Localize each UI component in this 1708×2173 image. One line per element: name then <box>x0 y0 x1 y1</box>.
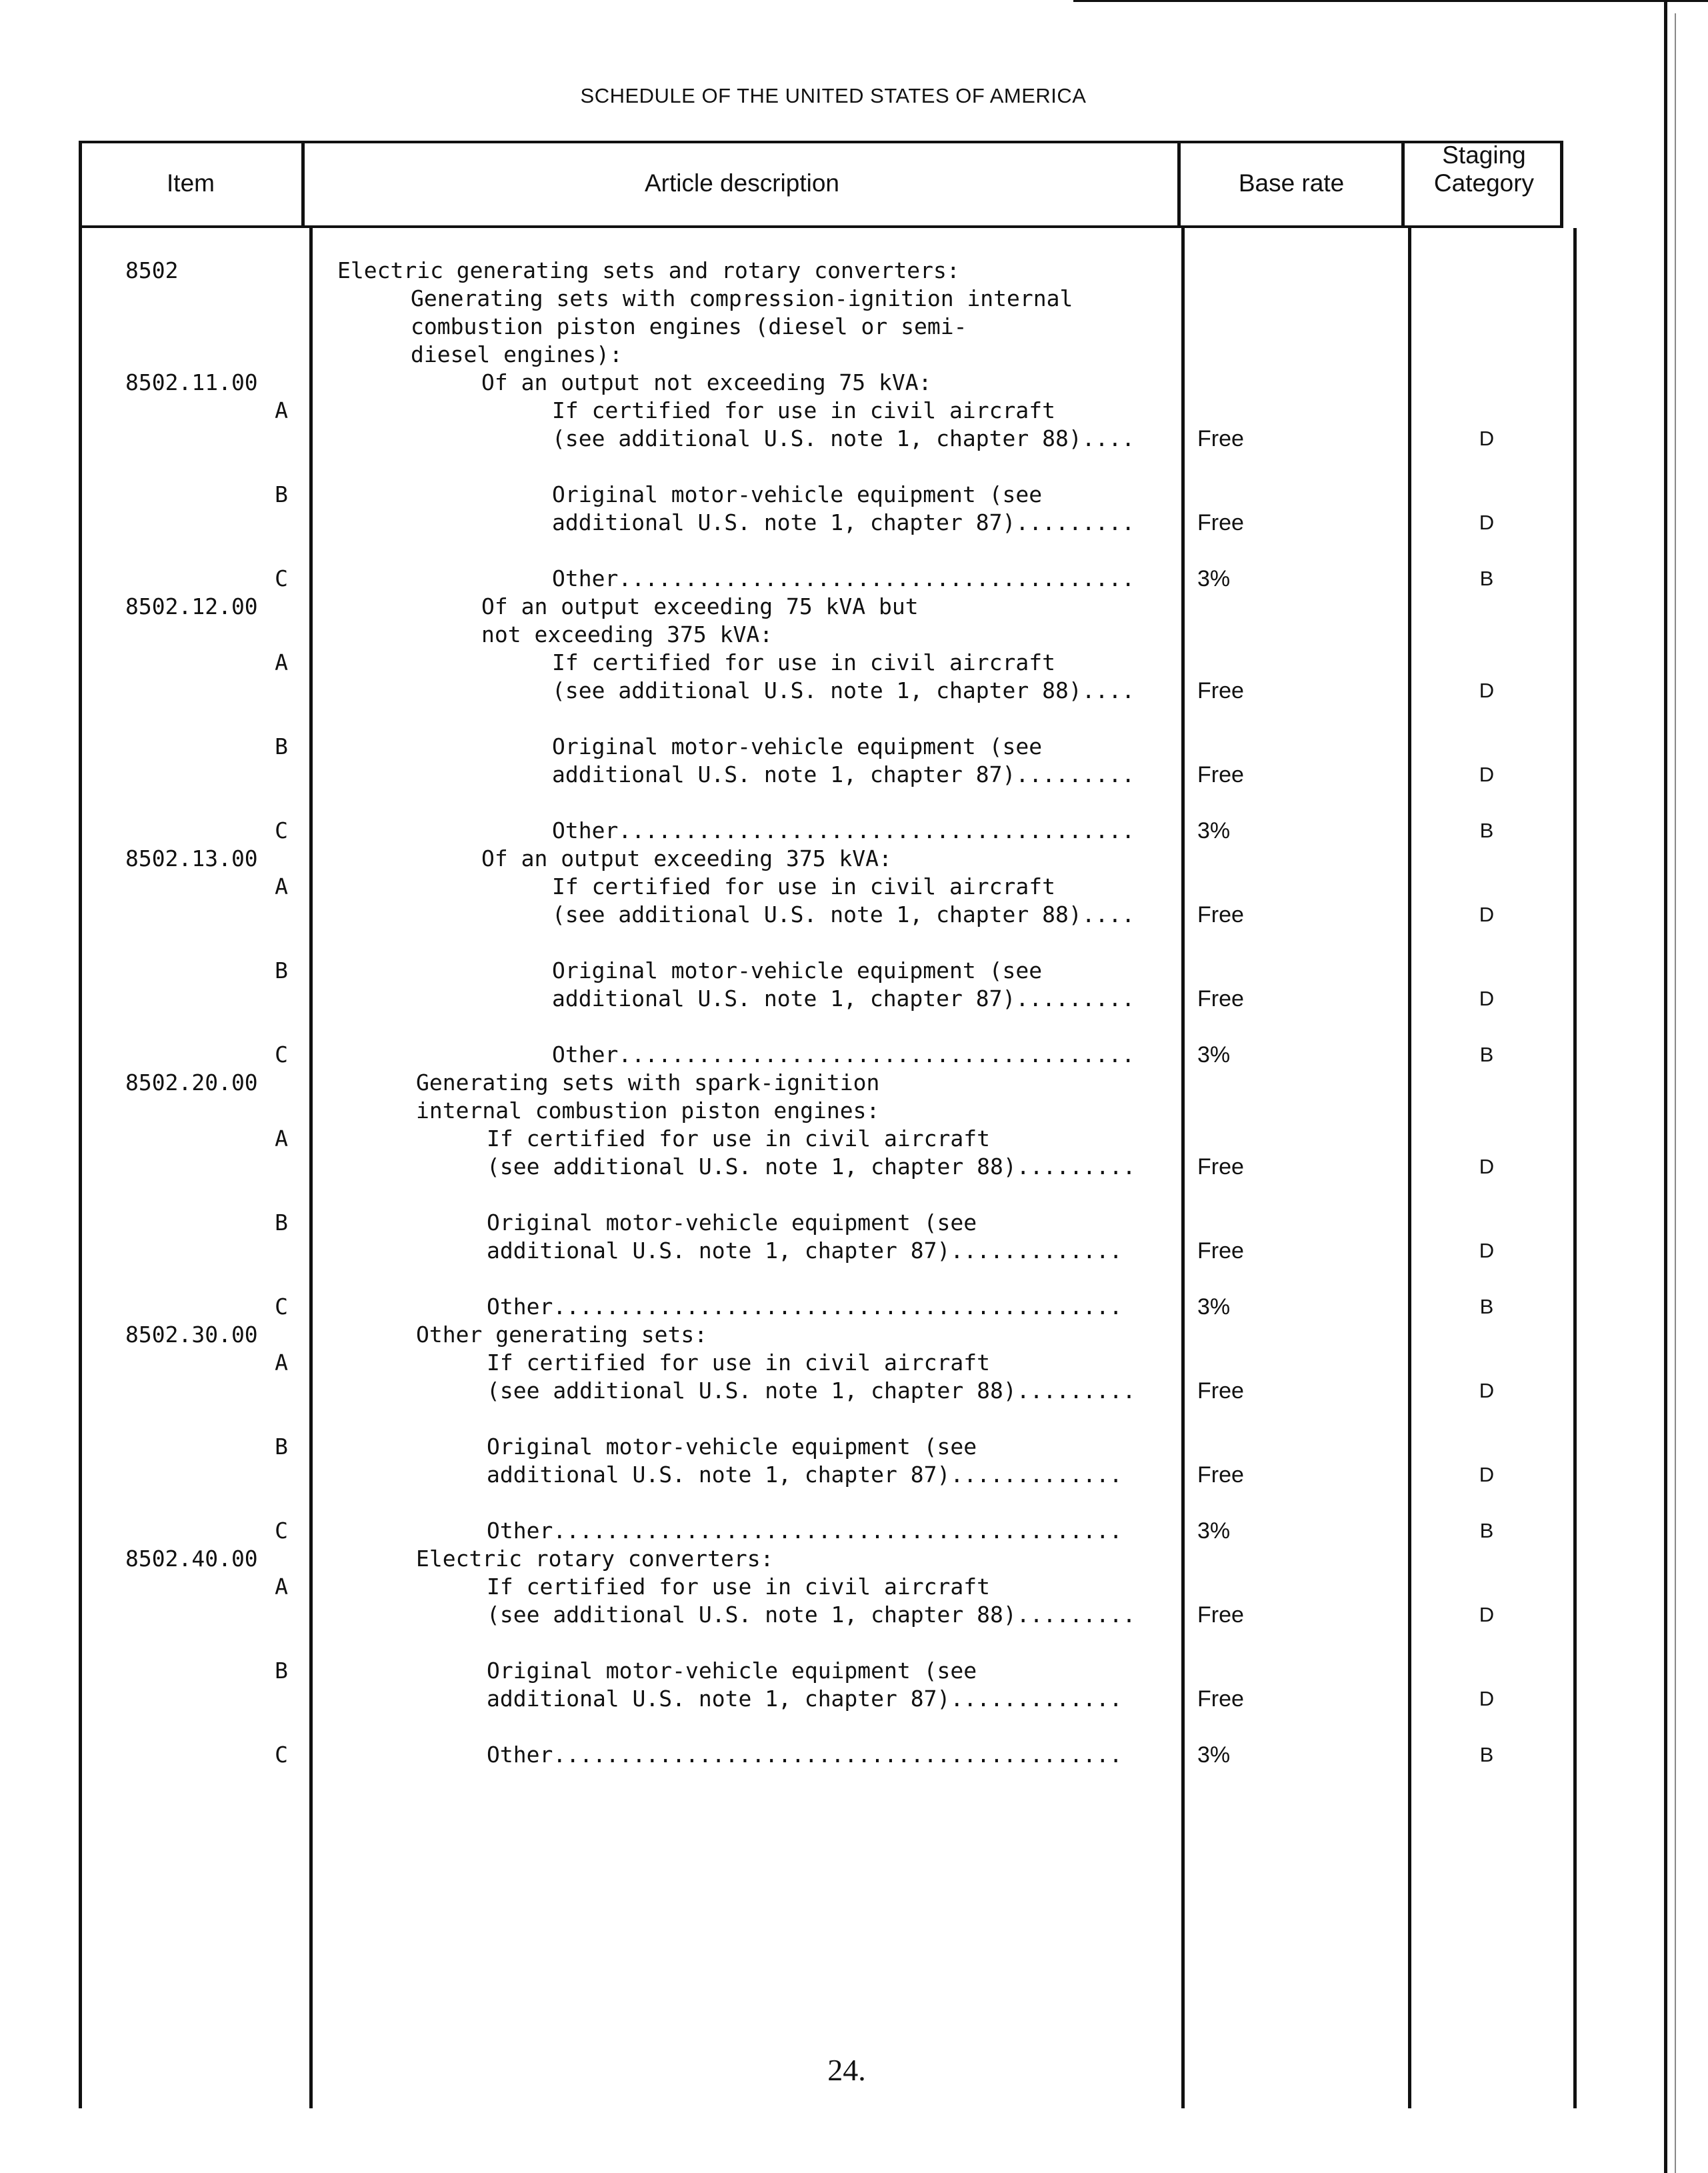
base-rate: Free <box>1197 1462 1244 1488</box>
article-description: Electric rotary converters: <box>416 1546 774 1572</box>
staging-category: D <box>1479 1155 1495 1178</box>
article-description: diesel engines): <box>411 341 623 367</box>
article-description: internal combustion piston engines: <box>416 1098 880 1124</box>
base-rate: Free <box>1197 510 1244 535</box>
article-description: additional U.S. note 1, chapter 87)......... <box>552 509 1135 535</box>
frame-left-body <box>79 228 82 2108</box>
article-description: Original motor-vehicle equipment (see <box>552 957 1043 983</box>
base-rate: 3% <box>1197 1518 1231 1544</box>
staging-category: B <box>1479 1743 1494 1766</box>
item-subcode: A <box>275 1350 288 1376</box>
staging-category: B <box>1479 1519 1494 1542</box>
item-subcode: C <box>275 1518 288 1544</box>
item-subcode: C <box>275 1041 288 1067</box>
divider-rate-header <box>1401 141 1405 228</box>
item-subcode: A <box>275 1126 288 1152</box>
page-number: 24. <box>827 2053 866 2087</box>
article-description: Original motor-vehicle equipment (see <box>552 481 1043 507</box>
staging-header-line1: Staging <box>1442 141 1526 169</box>
article-description: Of an output exceeding 75 kVA but <box>481 593 919 619</box>
item-subcode: B <box>275 1210 288 1236</box>
article-description: If certified for use in civil aircraft <box>552 649 1055 675</box>
item-subcode: A <box>275 649 288 675</box>
scan-edge-top <box>1073 0 1708 2</box>
article-description: Other....................................... <box>552 565 1135 591</box>
article-description: Original motor-vehicle equipment (see <box>552 733 1043 759</box>
base-rate: 3% <box>1197 1042 1231 1067</box>
frame-right-body <box>1573 228 1577 2108</box>
scan-edge-right <box>1664 0 1667 2173</box>
base-rate: Free <box>1197 1238 1244 1264</box>
article-description: Other........................................... <box>487 1742 1123 1768</box>
article-description: Original motor-vehicle equipment (see <box>487 1434 977 1460</box>
article-description: additional U.S. note 1, chapter 87)............. <box>487 1462 1123 1488</box>
staging-category: D <box>1479 903 1495 926</box>
item-subcode: A <box>275 397 288 423</box>
base-rate: Free <box>1197 678 1244 703</box>
item-subcode: C <box>275 817 288 843</box>
staging-category: D <box>1479 511 1495 534</box>
article-description: If certified for use in civil aircraft <box>552 873 1055 899</box>
article-description: Other........................................... <box>487 1294 1123 1320</box>
item-code: 8502.20.00 <box>125 1069 258 1096</box>
base-rate: 3% <box>1197 818 1231 843</box>
base-rate: 3% <box>1197 566 1231 591</box>
item-code: 8502.30.00 <box>125 1322 258 1348</box>
base-rate: Free <box>1197 1154 1244 1180</box>
article-description: combustion piston engines (diesel or semi- <box>411 313 967 339</box>
staging-category: D <box>1479 1379 1495 1402</box>
article-description: Other....................................... <box>552 817 1135 843</box>
base-rate: Free <box>1197 986 1244 1011</box>
item-code: 8502.11.00 <box>125 369 258 395</box>
staging-category: B <box>1479 567 1494 590</box>
item-subcode: A <box>275 1574 288 1600</box>
article-description: additional U.S. note 1, chapter 87)......... <box>552 761 1135 787</box>
article-description: Original motor-vehicle equipment (see <box>487 1658 977 1684</box>
article-description: Generating sets with compression-ignition internal <box>411 285 1073 311</box>
article-description: If certified for use in civil aircraft <box>487 1350 990 1376</box>
item-code: 8502.12.00 <box>125 593 258 619</box>
base-rate: 3% <box>1197 1294 1231 1320</box>
article-description: additional U.S. note 1, chapter 87)............. <box>487 1686 1123 1712</box>
staging-category: D <box>1479 1603 1495 1626</box>
article-description: not exceeding 375 kVA: <box>481 621 773 647</box>
item-code: 8502.40.00 <box>125 1546 258 1572</box>
item-subcode: A <box>275 873 288 899</box>
item-subcode: B <box>275 733 288 759</box>
scan-edge-right-faint <box>1675 13 1676 2173</box>
article-description: If certified for use in civil aircraft <box>487 1126 990 1152</box>
item-subcode: C <box>275 1742 288 1768</box>
item-subcode: B <box>275 1658 288 1684</box>
article-description: Other....................................... <box>552 1041 1135 1067</box>
divider-desc-header <box>1177 141 1181 228</box>
staging-header-line2: Category <box>1433 169 1535 197</box>
staging-category: D <box>1479 1687 1495 1710</box>
article-description: (see additional U.S. note 1, chapter 88)......... <box>487 1378 1136 1404</box>
base-rate: Free <box>1197 1686 1244 1712</box>
item-subcode: C <box>275 1294 288 1320</box>
article-description: Original motor-vehicle equipment (see <box>487 1210 977 1236</box>
staging-category: D <box>1479 763 1495 786</box>
article-description: If certified for use in civil aircraft <box>552 397 1055 423</box>
article-description: (see additional U.S. note 1, chapter 88).... <box>552 677 1135 703</box>
item-subcode: C <box>275 565 288 591</box>
article-description: Of an output exceeding 375 kVA: <box>481 845 892 871</box>
divider-rate-body <box>1408 228 1411 2108</box>
article-description: (see additional U.S. note 1, chapter 88)......... <box>487 1602 1136 1628</box>
article-description: Other generating sets: <box>416 1322 708 1348</box>
column-header-item: Item <box>167 169 215 197</box>
column-header-description: Article description <box>644 169 839 197</box>
base-rate: Free <box>1197 1378 1244 1404</box>
base-rate: Free <box>1197 426 1244 451</box>
column-header-staging-category <box>1405 141 1563 197</box>
staging-category: D <box>1479 987 1495 1010</box>
base-rate: Free <box>1197 1602 1244 1628</box>
article-description: (see additional U.S. note 1, chapter 88).... <box>552 425 1135 451</box>
schedule-title: SCHEDULE OF THE UNITED STATES OF AMERICA <box>580 84 1087 107</box>
article-description: additional U.S. note 1, chapter 87)............. <box>487 1238 1123 1264</box>
article-description: Of an output not exceeding 75 kVA: <box>481 369 932 395</box>
staging-category: D <box>1479 1239 1495 1262</box>
item-subcode: B <box>275 957 288 983</box>
divider-desc-body <box>1181 228 1185 2108</box>
item-subcode: B <box>275 481 288 507</box>
staging-category: D <box>1479 1463 1495 1486</box>
staging-category: B <box>1479 1043 1494 1066</box>
item-subcode: B <box>275 1434 288 1460</box>
article-description: Electric generating sets and rotary converters: <box>337 257 960 283</box>
staging-category: B <box>1479 1295 1494 1318</box>
article-description: Generating sets with spark-ignition <box>416 1069 880 1096</box>
base-rate: Free <box>1197 762 1244 787</box>
article-description: (see additional U.S. note 1, chapter 88).... <box>552 901 1135 927</box>
base-rate: 3% <box>1197 1742 1231 1768</box>
base-rate: Free <box>1197 902 1244 927</box>
divider-item-body <box>309 228 313 2108</box>
staging-category: B <box>1479 819 1494 842</box>
staging-category: D <box>1479 679 1495 702</box>
article-description: (see additional U.S. note 1, chapter 88)......... <box>487 1154 1136 1180</box>
article-description: additional U.S. note 1, chapter 87)......... <box>552 985 1135 1011</box>
column-header-base-rate: Base rate <box>1238 169 1345 197</box>
staging-category: D <box>1479 427 1495 450</box>
article-description: If certified for use in civil aircraft <box>487 1574 990 1600</box>
article-description: Other........................................... <box>487 1518 1123 1544</box>
item-code: 8502 <box>125 257 179 283</box>
item-code: 8502.13.00 <box>125 845 258 871</box>
